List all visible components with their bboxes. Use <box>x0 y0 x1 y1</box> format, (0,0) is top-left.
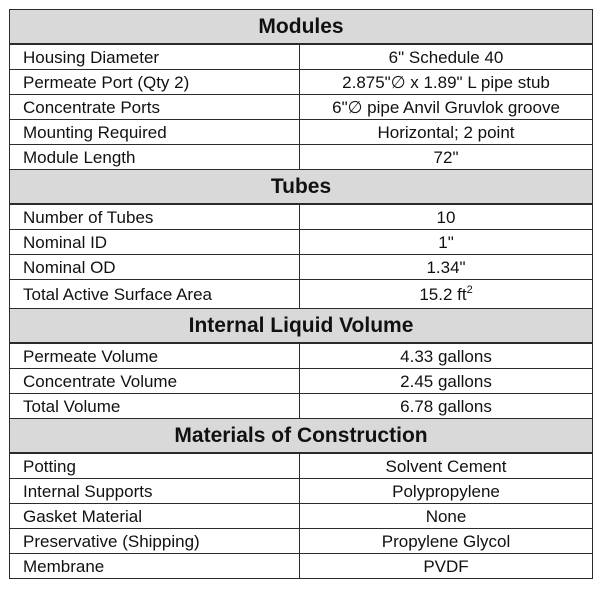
row-label: Module Length <box>10 145 300 170</box>
section-header <box>10 309 593 344</box>
section-title: Modules <box>10 10 593 45</box>
section-header <box>10 419 593 454</box>
row-value: 1" <box>300 230 593 255</box>
row-label: Total Volume <box>10 394 300 419</box>
row-value <box>300 280 593 309</box>
row-label: Permeate Port (Qty 2) <box>10 70 300 95</box>
row-value: Polypropylene <box>300 479 593 504</box>
section-modules <box>10 10 593 170</box>
table-row <box>10 369 593 394</box>
table-row <box>10 204 593 230</box>
row-value: 2.875"∅ x 1.89" L pipe stub <box>300 70 593 95</box>
row-label: Concentrate Ports <box>10 95 300 120</box>
row-value: None <box>300 504 593 529</box>
row-value: 10 <box>300 204 593 230</box>
table-row <box>10 529 593 554</box>
table-row <box>10 280 593 309</box>
table-row <box>10 255 593 280</box>
row-value: Solvent Cement <box>300 453 593 479</box>
row-label: Total Active Surface Area <box>10 280 300 309</box>
value-text: 15.2 ft <box>419 284 467 304</box>
row-value: PVDF <box>300 554 593 579</box>
table-row <box>10 44 593 70</box>
row-label: Permeate Volume <box>10 343 300 369</box>
row-value: 1.34" <box>300 255 593 280</box>
table-row <box>10 479 593 504</box>
row-label: Nominal ID <box>10 230 300 255</box>
section-header <box>10 10 593 45</box>
specifications-table <box>9 9 593 579</box>
section-header <box>10 170 593 205</box>
row-label: Concentrate Volume <box>10 369 300 394</box>
row-value: Horizontal; 2 point <box>300 120 593 145</box>
row-label: Nominal OD <box>10 255 300 280</box>
table-row <box>10 504 593 529</box>
row-label: Membrane <box>10 554 300 579</box>
section-internal-liquid-volume <box>10 309 593 419</box>
section-tubes <box>10 170 593 309</box>
table-row <box>10 343 593 369</box>
row-label: Mounting Required <box>10 120 300 145</box>
table-row <box>10 554 593 579</box>
row-label: Preservative (Shipping) <box>10 529 300 554</box>
row-label: Gasket Material <box>10 504 300 529</box>
unit-exponent: 2 <box>466 283 473 296</box>
table-row <box>10 394 593 419</box>
row-value: 6"∅ pipe Anvil Gruvlok groove <box>300 95 593 120</box>
table-row <box>10 145 593 170</box>
row-value: Propylene Glycol <box>300 529 593 554</box>
row-value: 2.45 gallons <box>300 369 593 394</box>
row-value: 6.78 gallons <box>300 394 593 419</box>
table-row <box>10 120 593 145</box>
row-label: Number of Tubes <box>10 204 300 230</box>
table-row <box>10 95 593 120</box>
row-label: Potting <box>10 453 300 479</box>
row-label: Housing Diameter <box>10 44 300 70</box>
table-row <box>10 453 593 479</box>
table-row <box>10 230 593 255</box>
section-title: Tubes <box>10 170 593 205</box>
section-materials-of-construction <box>10 419 593 579</box>
row-value: 4.33 gallons <box>300 343 593 369</box>
section-title: Materials of Construction <box>10 419 593 454</box>
row-label: Internal Supports <box>10 479 300 504</box>
table-row <box>10 70 593 95</box>
row-value: 72" <box>300 145 593 170</box>
section-title: Internal Liquid Volume <box>10 309 593 344</box>
row-value: 6" Schedule 40 <box>300 44 593 70</box>
